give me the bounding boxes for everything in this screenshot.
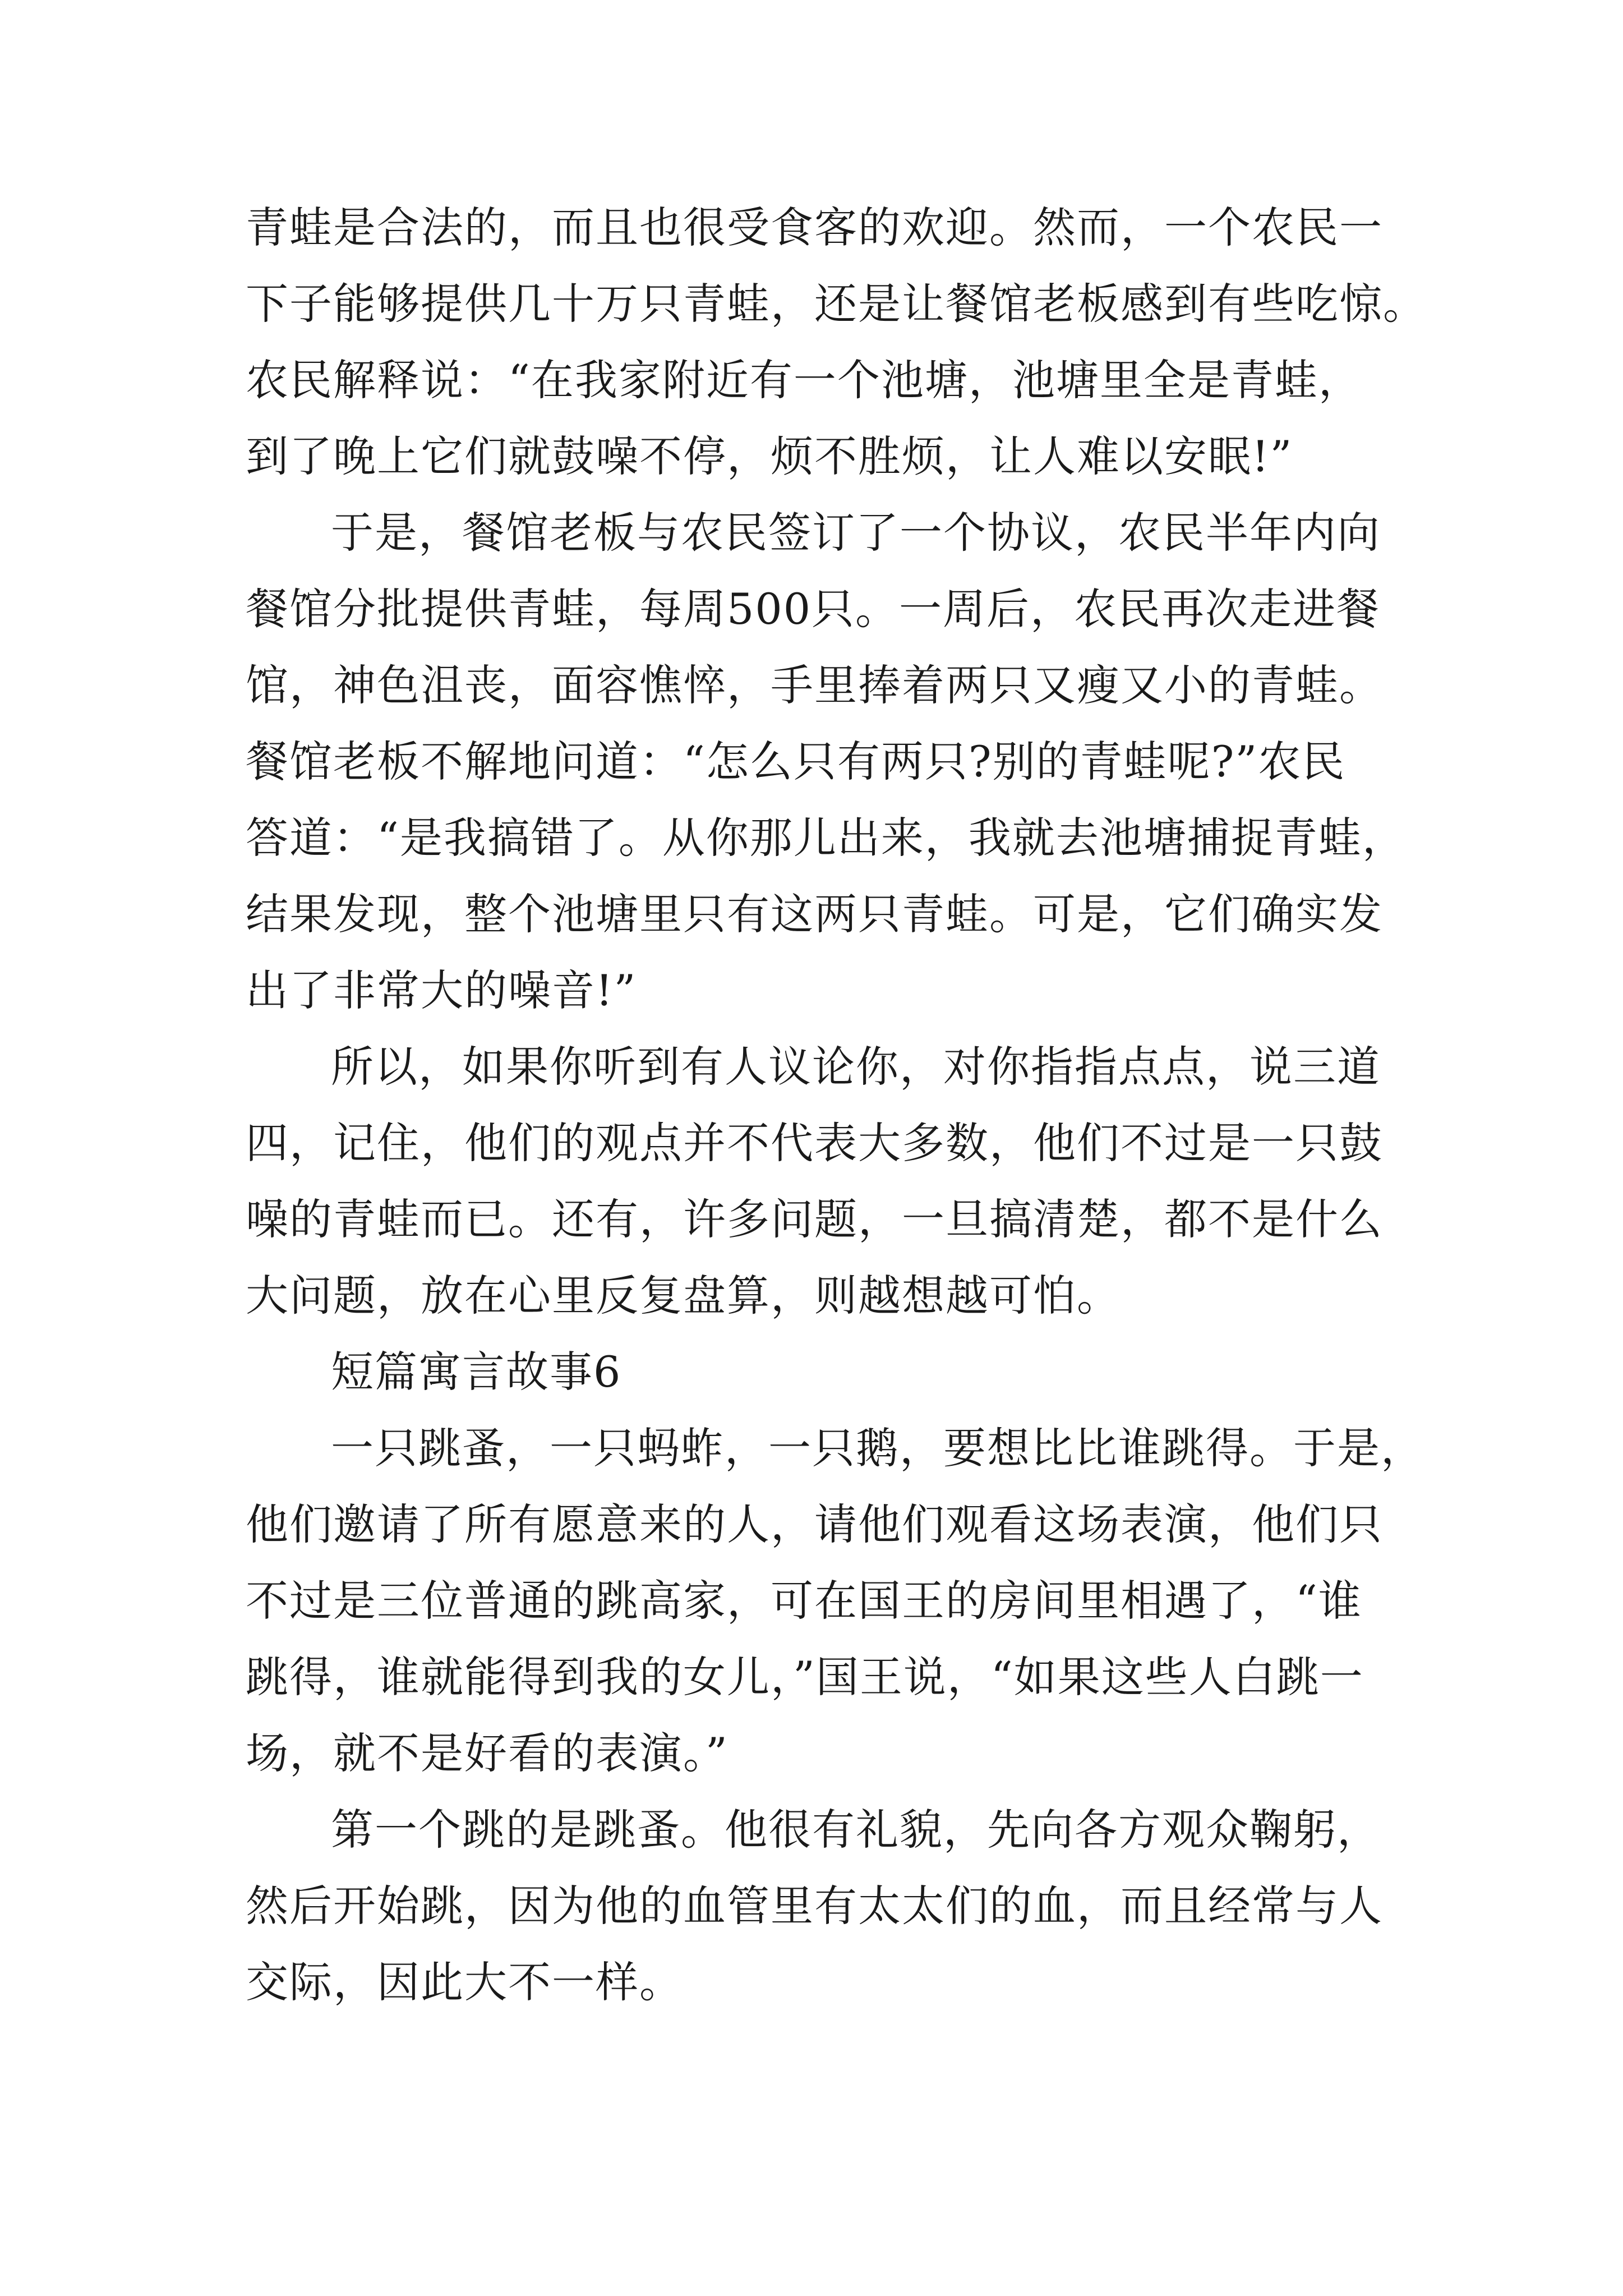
body-text (246, 190, 1427, 2021)
text-line: 出了非常大的噪音!” (246, 965, 637, 1015)
text-line: 跳得，谁就能得到我的女儿，”国王说，“如果这些人白跳一 (246, 1652, 1364, 1702)
text-line: 四，记住，他们的观点并不代表大多数，他们不过是一只鼓 (246, 1118, 1383, 1168)
text-line: 青蛙是合法的，而且也很受食客的欢迎。然而，一个农民一 (246, 203, 1383, 252)
text-line: 第一个跳的是跳蚤。他很有礼貌，先向各方观众鞠躬， (331, 1805, 1381, 1855)
text-line: 不过是三位普通的跳高家，可在国王的房间里相遇了，“谁 (246, 1576, 1362, 1626)
text-line: 交际，因此大不一样。 (246, 1957, 683, 2007)
text-line: 餐馆老板不解地问道：“怎么只有两只?别的青蛙呢?”农民 (246, 737, 1346, 786)
text-line: 结果发现，整个池塘里只有这两只青蛙。可是，它们确实发 (246, 889, 1383, 939)
text-line: 于是，餐馆老板与农民签订了一个协议，农民半年内向 (331, 508, 1381, 558)
text-line: 馆，神色沮丧，面容憔悴，手里捧着两只又瘦又小的青蛙。 (246, 660, 1383, 710)
text-line: 短篇寓言故事6 (331, 1347, 622, 1397)
text-line: 他们邀请了所有愿意来的人，请他们观看这场表演，他们只 (246, 1499, 1383, 1549)
text-line: 大问题，放在心里反复盘算，则越想越可怕。 (246, 1271, 1121, 1320)
text-line: 下子能够提供几十万只青蛙，还是让餐馆老板感到有些吃惊。 (246, 279, 1427, 329)
text-line: 餐馆分批提供青蛙，每周500只。一周后，农民再次走进餐 (246, 584, 1381, 634)
text-line: 所以，如果你听到有人议论你，对你指指点点，说三道 (331, 1042, 1381, 1092)
text-line: 噪的青蛙而已。还有，许多问题，一旦搞清楚，都不是什么 (246, 1194, 1383, 1244)
text-line: 到了晚上它们就鼓噪不停，烦不胜烦，让人难以安眠!” (246, 431, 1293, 481)
text-line: 场，就不是好看的表演。” (246, 1728, 728, 1778)
text-line: 答道：“是我搞错了。从你那儿出来，我就去池塘捕捉青蛙， (246, 813, 1406, 863)
text-line: 农民解释说：“在我家附近有一个池塘，池塘里全是青蛙， (246, 355, 1362, 405)
text-line: 一只跳蚤，一只蚂蚱，一只鹅，要想比比谁跳得。于是， (331, 1423, 1424, 1473)
text-line: 然后开始跳，因为他的血管里有太太们的血，而且经常与人 (246, 1881, 1383, 1931)
